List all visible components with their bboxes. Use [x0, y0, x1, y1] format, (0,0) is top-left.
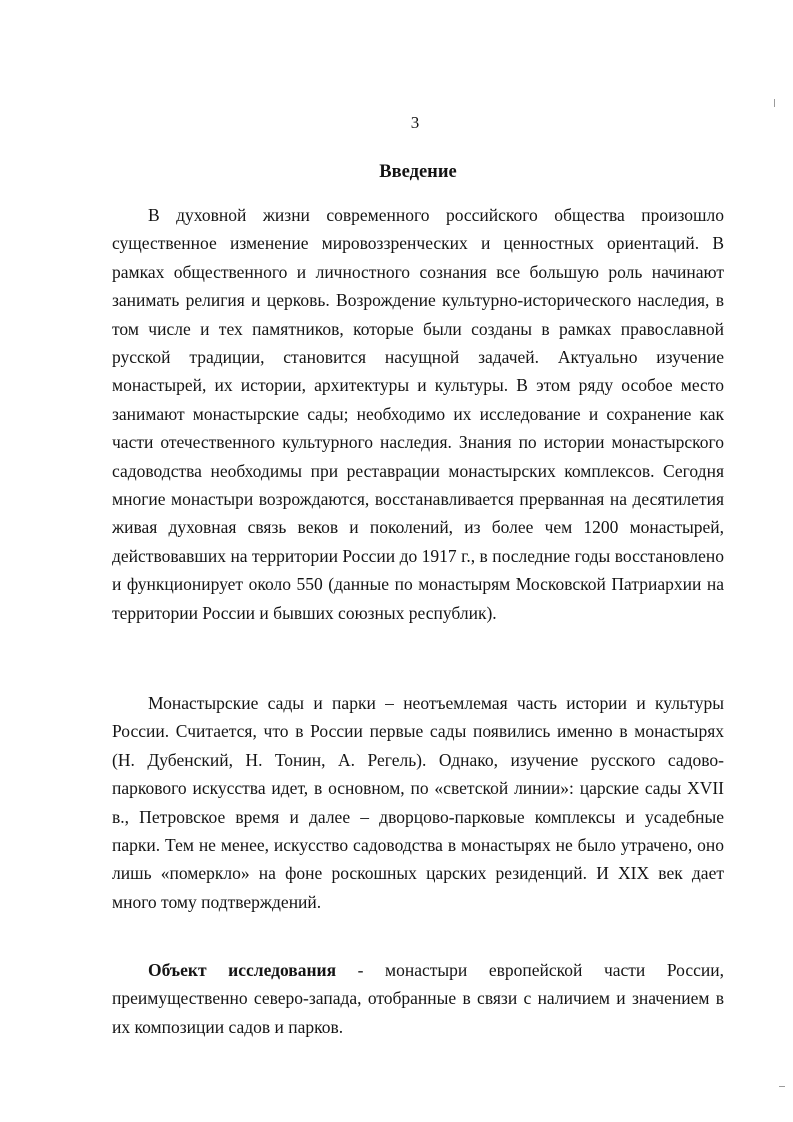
research-object-text: - монастыри европейской части России, преимущественно северо-запада, отобранные в связи с наличием и значением в их композиции садов и парков. [112, 960, 724, 1037]
paragraph-gardens: Монастырские сады и парки – неотъемлемая часть истории и культуры России. Считается, что в России первые сады появились именно в монастырях (Н. Дубенский, Н. Тонин, А. Регель). Однако, изучение русского садово-паркового искусства идет, в основном, по «светской линии»: царские сады XVII в., Петровское время и далее – дворцово-парковые комплексы и усадебные парки. Тем не менее, искусство садоводства в монастырях не было утрачено, оно лишь «померкло» на фоне роскошных царских резиденций. И XIX век дает много тому подтверждений. [112, 693, 724, 912]
page-number: 3 [410, 113, 420, 132]
scan-mark [779, 1086, 785, 1087]
paragraph-object [112, 956, 724, 1041]
section-heading: Введение [379, 162, 457, 182]
research-object-term: Объект исследования [148, 960, 337, 980]
paragraph-intro: В духовной жизни современного российского общества произошло существенное изменение мировоззренческих и ценностных ориентаций. В рамках общественного и личностного сознания все большую роль начинают занимать религия и церковь. Возрождение культурно-исторического наследия, в том числе и тех памятников, которые были созданы в рамках православной русской традиции, становится насущной задачей. Актуально изучение монастырей, их истории, архитектуры и культуры. В этом ряду особое место занимают монастырские сады; необходимо их исследование и сохранение как части отечественного культурного наследия. Знания по истории монастырского садоводства необходимы при реставрации монастырских комплексов. Сегодня многие монастыри возрождаются, восстанавливается прерванная на десятилетия живая духовная связь веков и поколений, из более чем 1200 монастырей, действовавших на территории России до 1917 г., в последние годы восстановлено и функционирует около 550 (данные по монастырям Московской Патриархии на территории России и бывших союзных республик). [112, 205, 724, 623]
scan-mark [774, 99, 775, 107]
